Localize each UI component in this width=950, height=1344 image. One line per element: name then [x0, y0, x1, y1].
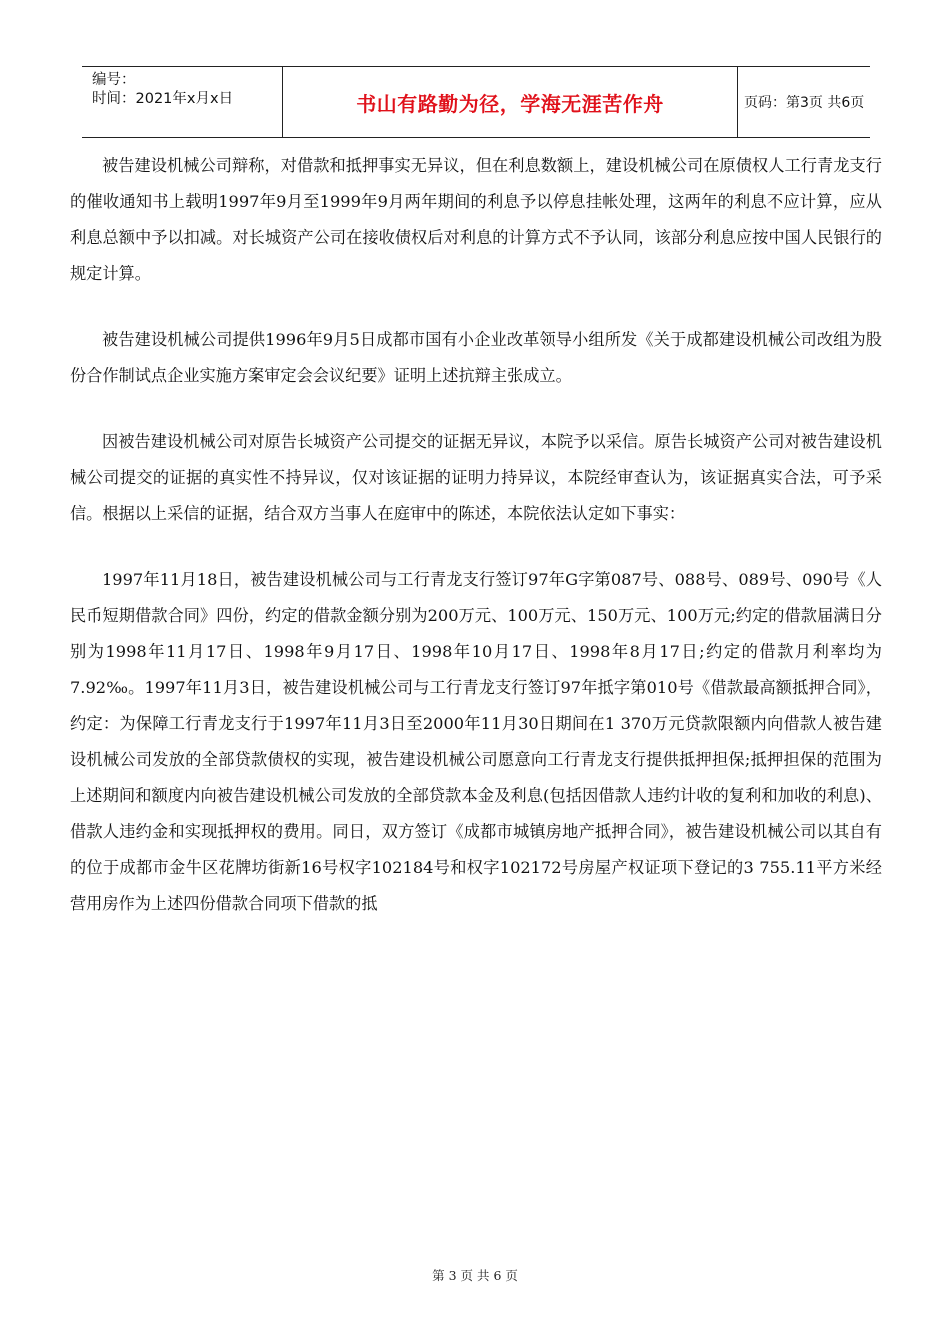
document-date-label: 时间：2021年x月x日: [92, 91, 234, 107]
document-header: [82, 66, 870, 138]
document-body: [70, 148, 882, 952]
page-footer: 第 3 页 共 6 页: [432, 1268, 518, 1283]
document-number-label: 编号：: [92, 72, 136, 88]
paragraph-defense: 被告建设机械公司辩称，对借款和抵押事实无异议，但在利息数额上，建设机械公司在原债权人工行青龙支行的催收通知书上载明1997年9月至1999年9月两年期间的利息予以停息挂帐处理，这两年的利息不应计算，应从利息总额中予以扣减。对长城资产公司在接收债权后对利息的计算方式不予认同，该部分利息应按中国人民银行的规定计算。: [70, 156, 882, 283]
header-page-info: 页码：第3页 共6页: [744, 95, 865, 111]
header-motto: 书山有路勤为径，学海无涯苦作舟: [282, 67, 738, 137]
paragraph-facts: 1997年11月18日，被告建设机械公司与工行青龙支行签订97年G字第087号、088号、089号、090号《人民币短期借款合同》四份，约定的借款金额分别为200万元、100万元、150万元、100万元;约定的借款届满日分别为1998年11月17日、1998年9月17日、1998年10月17日、1998年8月17日;约定的借款月利率均为7.92‰。1997年11月3日，被告建设机械公司与工行青龙支行签订97年抵字第010号《借款最高额抵押合同》，约定：为保障工行青龙支行于1997年11月3日至2000年11月30日期间在1 370万元贷款限额内向借款人被告建设机械公司发放的全部贷款债权的实现，被告建设机械公司愿意向工行青龙支行提供抵押担保;抵押担保的范围为上述期间和额度内向被告建设机械公司发放的全部贷款本金及利息(包括因借款人违约计收的复利和加收的利息)、借款人违约金和实现抵押权的费用。同日，双方签订《成都市城镇房地产抵押合同》，被告建设机械公司以其自有的位于成都市金牛区花牌坊街新16号权字102184号和权字102172号房屋产权证项下登记的3 755.11平方米经营用房作为上述四份借款合同项下借款的抵: [70, 570, 882, 913]
header-meta: [82, 67, 282, 141]
paragraph-evidence: 被告建设机械公司提供1996年9月5日成都市国有小企业改革领导小组所发《关于成都建设机械公司改组为股份合作制试点企业实施方案审定会会议纪要》证明上述抗辩主张成立。: [70, 330, 882, 385]
paragraph-court-review: 因被告建设机械公司对原告长城资产公司提交的证据无异议，本院予以采信。原告长城资产公司对被告建设机械公司提交的证据的真实性不持异议，仅对该证据的证明力持异议，本院经审查认为，该证据真实合法，可予采信。根据以上采信的证据，结合双方当事人在庭审中的陈述，本院依法认定如下事实：: [70, 432, 882, 523]
